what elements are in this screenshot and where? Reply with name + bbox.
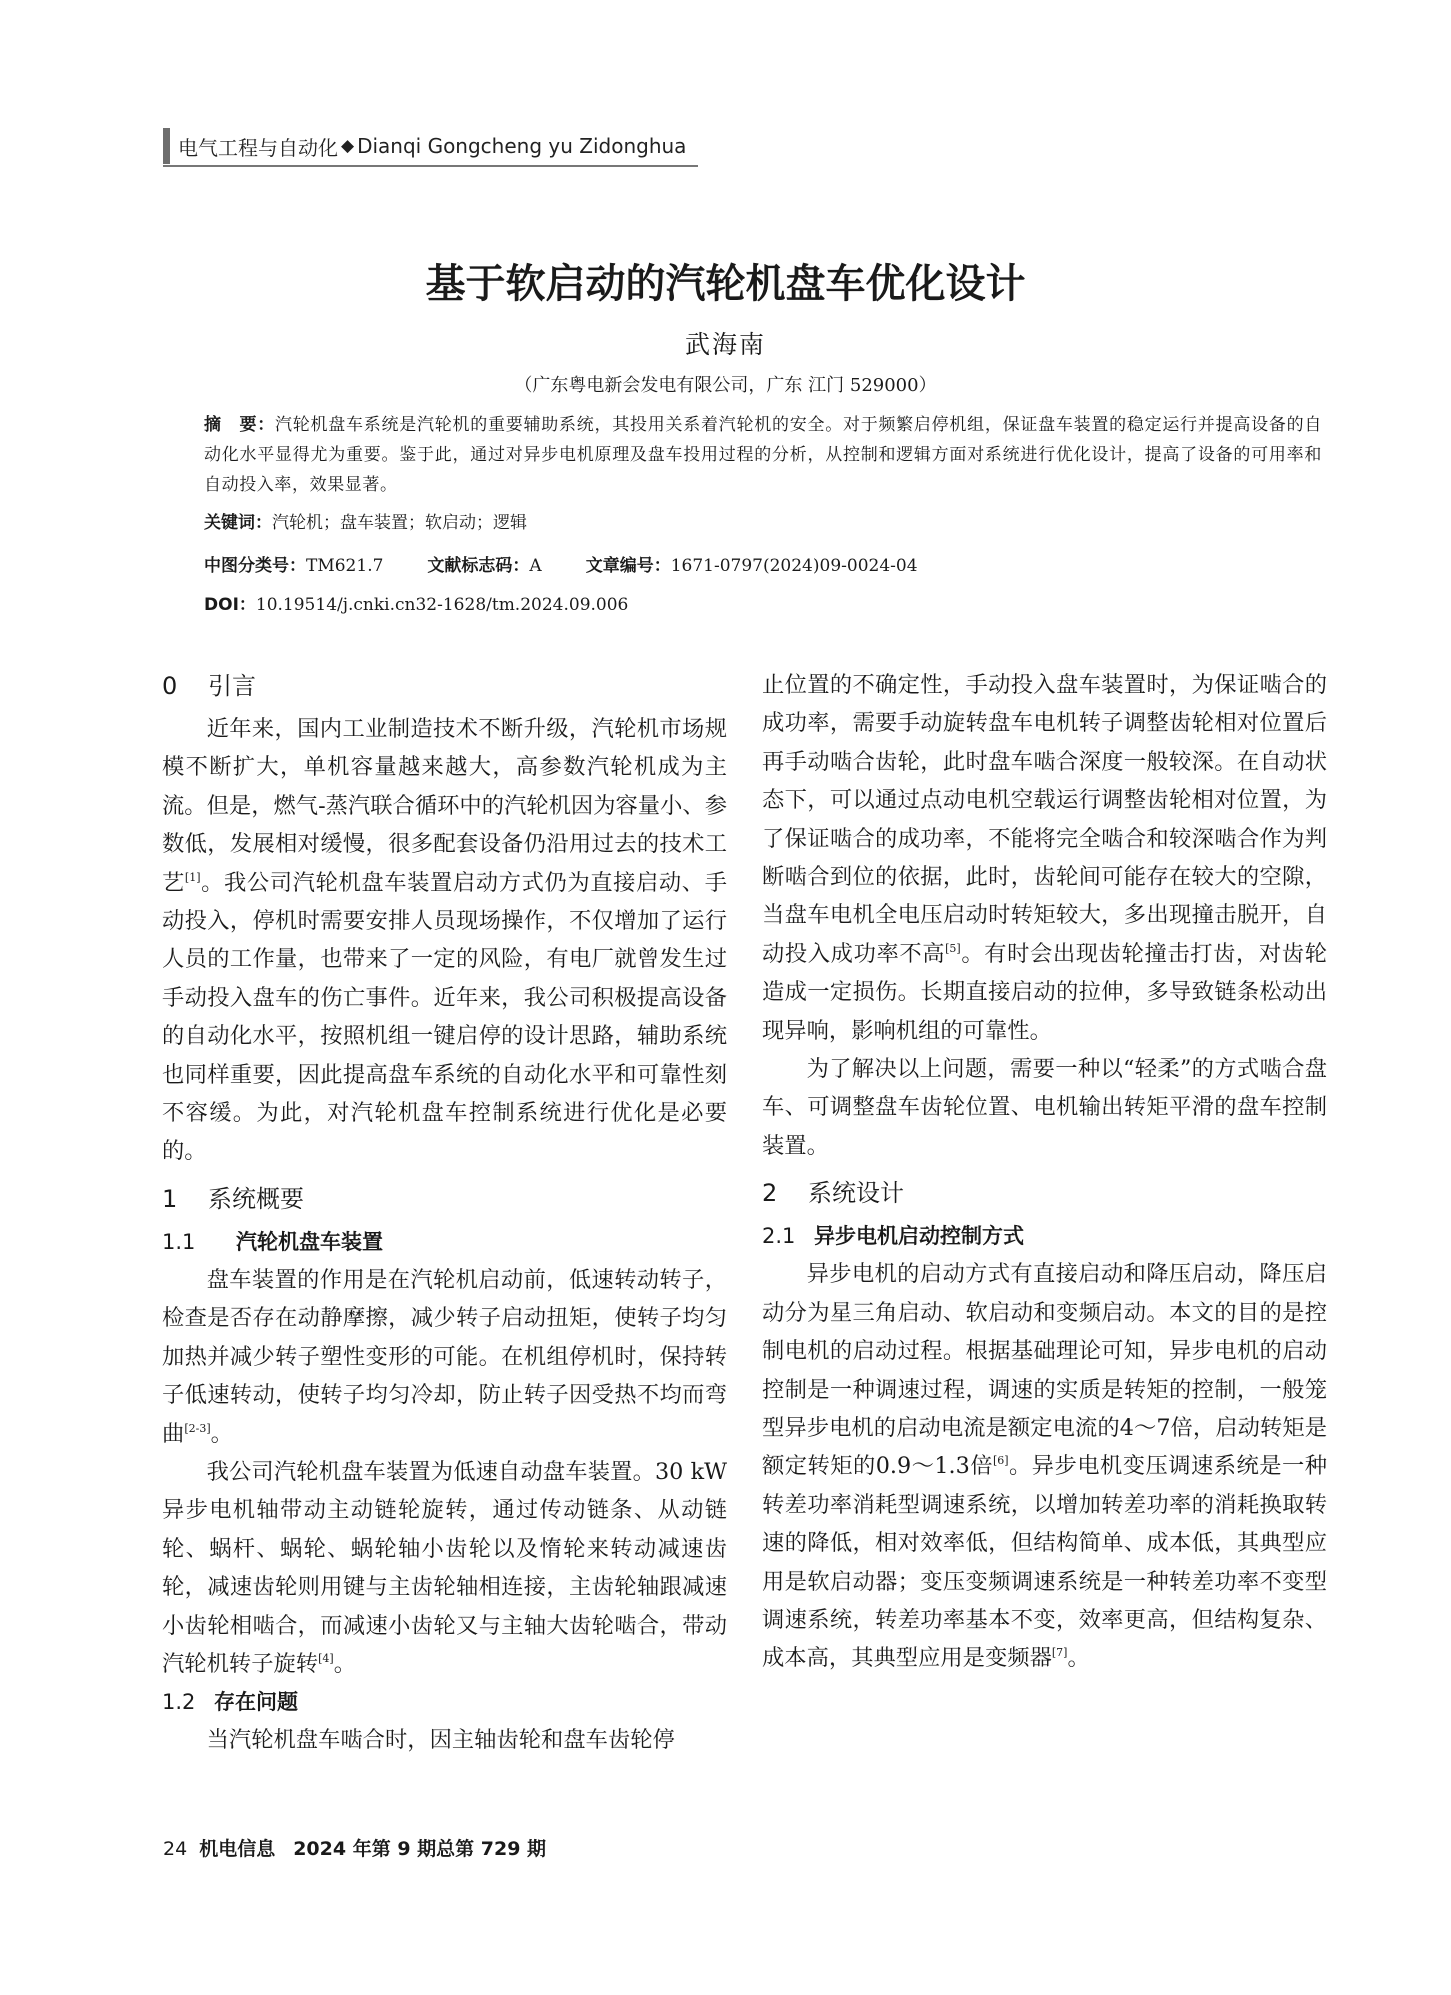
article-no-value: 1671-0797(2024)09-0024-04 <box>670 556 918 576</box>
diamond-icon: ◆ <box>341 136 355 156</box>
footer-issue: 2024 年第 9 期总第 729 期 <box>293 1838 547 1860</box>
doc-code-label: 文献标志码： <box>427 556 530 576</box>
subsection-heading: 1.1 汽轮机盘车装置 <box>162 1229 383 1254</box>
header-bar <box>163 128 170 164</box>
citation: [4] <box>318 1651 334 1665</box>
doi-label: DOI： <box>204 595 256 615</box>
clc-value: TM621.7 <box>306 556 384 576</box>
affiliation: （广东粤电新会发电有限公司，广东 江门 529000） <box>514 375 937 396</box>
abstract <box>162 410 1322 500</box>
paragraph: 当汽轮机盘车啮合时，因主轴齿轮和盘车齿轮停 <box>206 1727 675 1754</box>
author: 武海南 <box>684 330 766 359</box>
paragraph: 近年来，国内工业制造技术不断升级，汽轮机市场规模不断扩大，单机容量越来越大，高参数汽轮机成为主流。但是，燃气-蒸汽联合循环中的汽轮机因为容量小、参数低，发展相对缓慢，很多配套设备仍沿用过去的技术工艺[1]。我公司汽轮机盘车装置启动方式仍为直接启动、手动投入，停机时需要安排人员现场操作，不仅增加了运行人员的工作量，也带来了一定的风险，有电厂就曾发生过手动投入盘车的伤亡事件。近年来，我公司积极提高设备的自动化水平，按照机组一键启停的设计思路，辅助系统也同样重要，因此提高盘车系统的自动化水平和可靠性刻不容缓。为此，对汽轮机盘车控制系统进行优化是必要的。 <box>162 716 727 1165</box>
keywords-label: 关键词： <box>204 513 272 533</box>
doc-code-value: A <box>529 556 542 576</box>
page-number: 24 <box>163 1838 188 1860</box>
keywords-text: 汽轮机；盘车装置；软启动；逻辑 <box>272 513 527 533</box>
running-header <box>163 128 686 164</box>
paragraph: 盘车装置的作用是在汽轮机启动前，低速转动转子，检查是否存在动静摩擦，减少转子启动扭矩，使转子均匀加热并减少转子塑性变形的可能。在机组停机时，保持转子低速转动，使转子均匀冷却，防止转子因受热不均而弯曲[2-3]。 <box>162 1266 727 1447</box>
header-rule <box>163 165 698 167</box>
paragraph: 我公司汽轮机盘车装置为低速自动盘车装置。30 kW异步电机轴带动主动链轮旋转，通过传动链条、从动链轮、蜗杆、蜗轮、蜗轮轴小齿轮以及惰轮来转动减速齿轮，减速齿轮则用键与主齿轮轴相连接，主齿轮轴跟减速小齿轮相啮合，而减速小齿轮又与主轴大齿轮啮合，带动汽轮机转子旋转[4]。 <box>162 1458 727 1677</box>
citation: [7] <box>1051 1646 1068 1660</box>
paragraph: 为了解决以上问题，需要一种以“轻柔”的方式啮合盘车、可调整盘车齿轮位置、电机输出转矩平滑的盘车控制装置。 <box>762 1056 1327 1159</box>
footer-journal: 机电信息 <box>199 1838 276 1860</box>
paper-title: 基于软启动的汽轮机盘车优化设计 <box>425 261 1026 307</box>
journal-name-cn: 电气工程与自动化 <box>178 135 338 160</box>
paragraph: 止位置的不确定性，手动投入盘车装置时，为保证啮合的成功率，需要手动旋转盘车电机转子调整齿轮相对位置后再手动啮合齿轮，此时盘车啮合深度一般较深。在自动状态下，可以通过点动电机空载运行调整齿轮相对位置，为了保证啮合的成功率，不能将完全啮合和较深啮合作为判断啮合到位的依据，此时，齿轮间可能存在较大的空隙，当盘车电机全电压启动时转矩较大，多出现撞击脱开，自动投入成功率不高[5]。有时会出现齿轮撞击打齿，对齿轮造成一定损伤。长期直接启动的拉伸，多导致链条松动出现异响，影响机组的可靠性。 <box>762 672 1327 1044</box>
subsection-heading: 1.2 存在问题 <box>162 1690 298 1715</box>
classification-line <box>204 551 918 576</box>
section-heading: 0 引言 <box>162 672 256 700</box>
paragraph: 异步电机的启动方式有直接启动和降压启动，降压启动分为星三角启动、软启动和变频启动。本文的目的是控制电机的启动过程。根据基础理论可知，异步电机的启动控制是一种调速过程，调速的实质是转矩的控制，一般笼型异步电机的启动电流是额定电流的4～7倍，启动转矩是额定转矩的0.9～1.3倍[6]。异步电机变压调速系统是一种转差功率消耗型调速系统，以增加转差功率的消耗换取转速的降低，相对效率低，但结构简单、成本低，其典型应用是软启动器；变压变频调速系统是一种转差功率不变型调速系统，转差功率基本不变，效率更高，但结构复杂、成本高，其典型应用是变频器[7]。 <box>762 1261 1327 1672</box>
page-footer <box>163 1834 546 1861</box>
article-no-label: 文章编号： <box>585 556 671 576</box>
section-heading: 1 系统概要 <box>162 1184 304 1213</box>
doi-value: 10.19514/j.cnki.cn32-1628/tm.2024.09.006 <box>255 595 629 615</box>
abstract-text: 汽轮机盘车系统是汽轮机的重要辅助系统，其投用关系着汽轮机的安全。对于频繁启停机组，保证盘车装置的稳定运行并提高设备的自动化水平显得尤为重要。鉴于此，通过对异步电机原理及盘车投用过程的分析，从控制和逻辑方面对系统进行优化设计，提高了设备的可用率和自动投入率，效果显著。 <box>204 415 1322 495</box>
citation: [5] <box>945 941 961 955</box>
journal-name-pinyin: Dianqi Gongcheng yu Zidonghua <box>357 134 687 158</box>
right-column <box>762 666 1327 1678</box>
subsection-heading: 2.1 异步电机启动控制方式 <box>762 1224 1024 1249</box>
doi-line <box>204 590 628 615</box>
citation: [2-3] <box>184 1421 211 1435</box>
section-heading: 2 系统设计 <box>762 1179 904 1208</box>
clc-label: 中图分类号： <box>204 556 306 576</box>
left-column <box>162 666 727 1760</box>
abstract-label: 摘 要： <box>204 415 275 435</box>
citation: [6] <box>993 1454 1009 1468</box>
citation: [1] <box>184 870 201 884</box>
keywords <box>204 508 527 533</box>
